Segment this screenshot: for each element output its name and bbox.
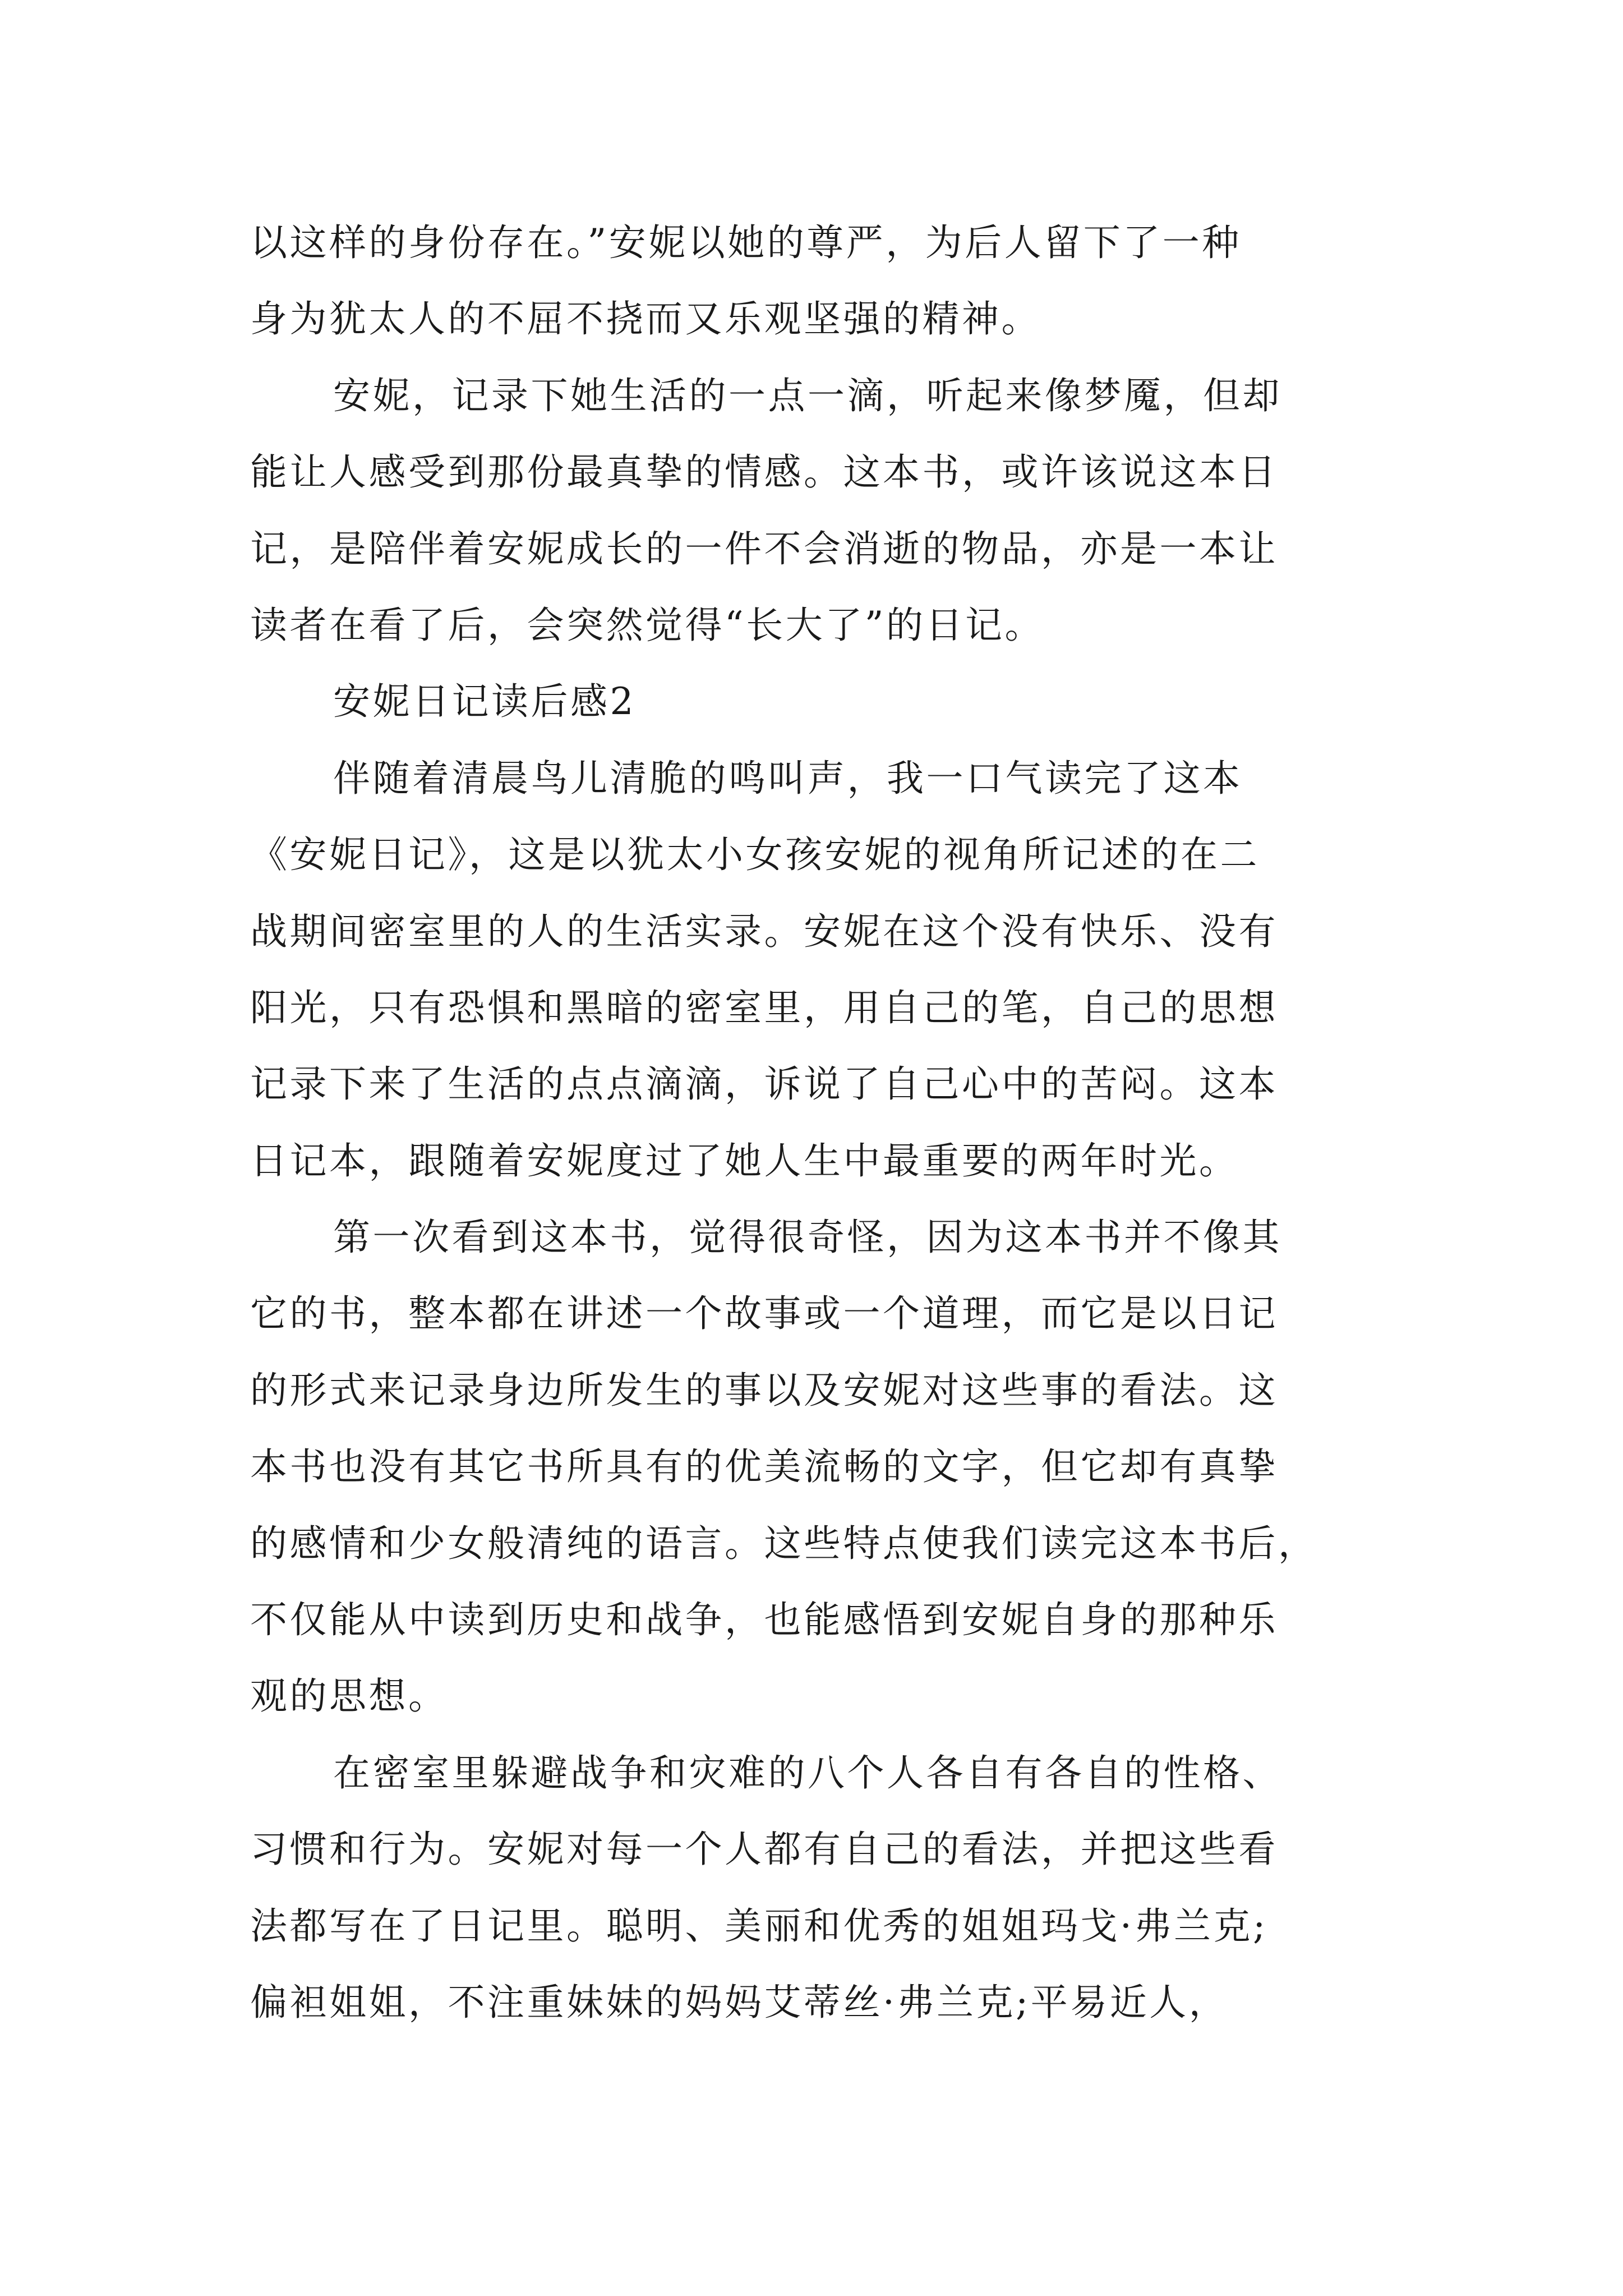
text-line: 第一次看到这本书，觉得很奇怪，因为这本书并不像其 (333, 1216, 1282, 1259)
text-line: 身为犹太人的不屈不挠而又乐观坚强的精神。 (250, 297, 1041, 341)
text-line: 记录下来了生活的点点滴滴，诉说了自己心中的苦闷。这本 (250, 1062, 1278, 1106)
text-line: 安妮，记录下她生活的一点一滴，听起来像梦魇，但却 (333, 374, 1282, 417)
text-line: 偏袒姐姐，不注重妹妹的妈妈艾蒂丝·弗兰克;平易近人， (250, 1980, 1229, 2024)
document-body (250, 205, 1383, 2041)
text-line: 的感情和少女般清纯的语言。这些特点使我们读完这本书后， (250, 1521, 1318, 1565)
section-heading: 安妮日记读后感2 (333, 680, 636, 724)
text-line: 阳光，只有恐惧和黑暗的密室里，用自己的笔，自己的思想 (250, 986, 1278, 1029)
text-line: 习惯和行为。安妮对每一个人都有自己的看法，并把这些看 (250, 1828, 1278, 1871)
text-line: 法都写在了日记里。聪明、美丽和优秀的姐姐玛戈·弗兰克; (250, 1904, 1268, 1948)
text-line: 它的书，整本都在讲述一个故事或一个道理，而它是以日记 (250, 1292, 1278, 1336)
text-line: 观的思想。 (250, 1674, 448, 1718)
text-line: 记，是陪伴着安妮成长的一件不会消逝的物品，亦是一本让 (250, 527, 1278, 570)
text-line: 日记本，跟随着安妮度过了她人生中最重要的两年时光。 (250, 1139, 1239, 1182)
text-line: 战期间密室里的人的生活实录。安妮在这个没有快乐、没有 (250, 909, 1278, 953)
text-line: 本书也没有其它书所具有的优美流畅的文字，但它却有真挚 (250, 1445, 1278, 1489)
text-line: 不仅能从中读到历史和战争，也能感悟到安妮自身的那种乐 (250, 1598, 1278, 1642)
text-line: 能让人感受到那份最真挚的情感。这本书，或许该说这本日 (250, 450, 1278, 494)
text-line: 在密室里躲避战争和灾难的八个人各自有各自的性格、 (333, 1751, 1282, 1795)
text-line: 读者在看了后，会突然觉得“长大了”的日记。 (250, 603, 1044, 647)
text-line: 以这样的身份存在。”安妮以她的尊严，为后人留下了一种 (250, 221, 1242, 264)
text-line: 伴随着清晨鸟儿清脆的鸣叫声，我一口气读完了这本 (333, 756, 1243, 800)
text-line: 的形式来记录身边所发生的事以及安妮对这些事的看法。这 (250, 1368, 1278, 1412)
text-line: 《安妮日记》，这是以犹太小女孩安妮的视角所记述的在二 (250, 833, 1260, 877)
